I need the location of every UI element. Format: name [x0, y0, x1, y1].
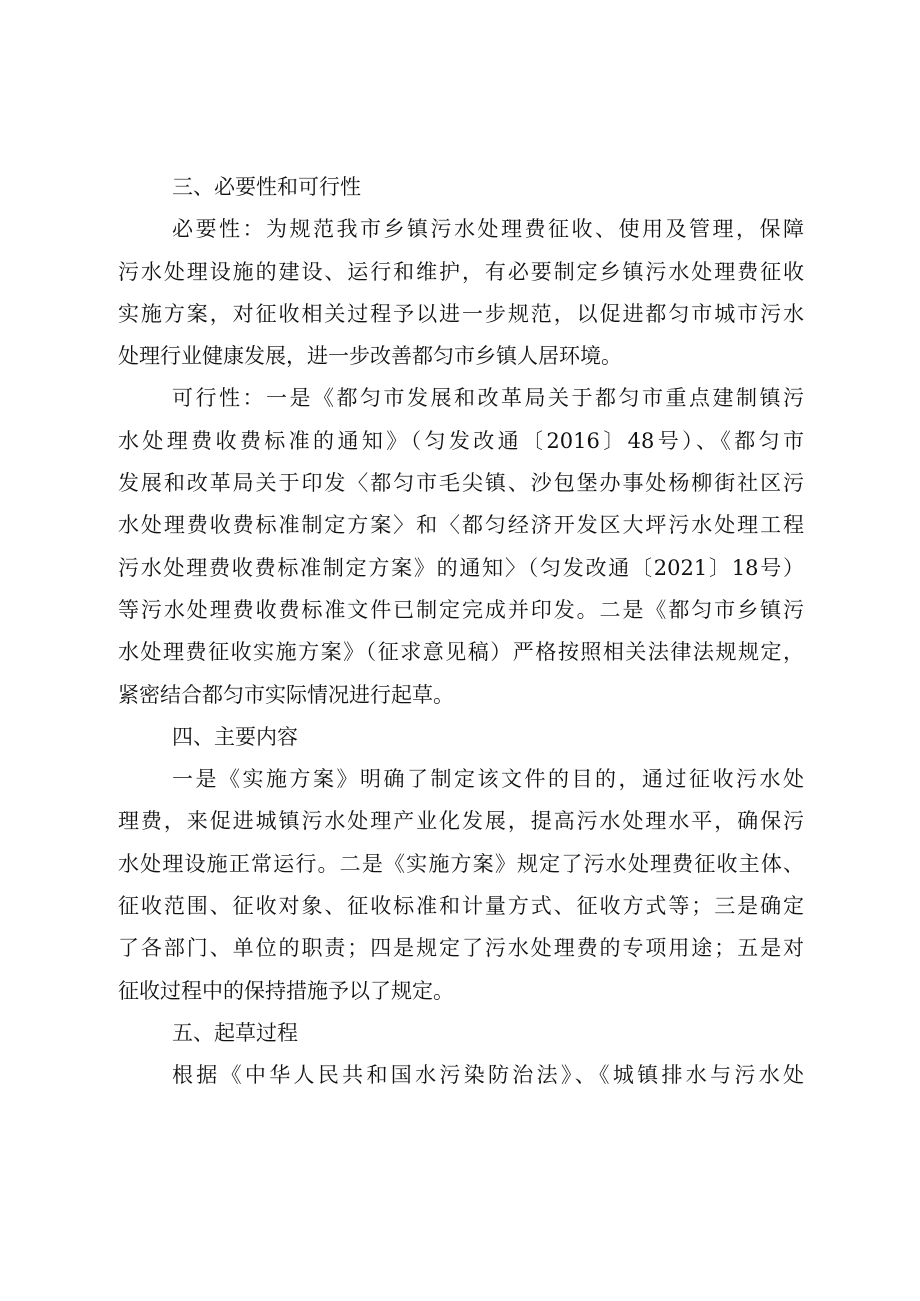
paragraph-line: 一是《实施方案》明确了制定该文件的目的，通过征收污水处: [172, 767, 804, 792]
paragraph-drafting-process: [118, 1054, 804, 1096]
paragraph-necessity: [118, 208, 804, 377]
paragraph-line: 必要性：为规范我市乡镇污水处理费征收、使用及管理，保障: [172, 217, 804, 242]
paragraph-line: 污水处理费收费标准制定方案》的通知〉（匀发改通〔2021〕18号）: [118, 555, 804, 580]
paragraph-line: 紧密结合都匀市实际情况进行起草。: [118, 682, 454, 707]
paragraph-line: 水处理费收费标准制定方案〉和〈都匀经济开发区大坪污水处理工程: [118, 513, 804, 538]
paragraph-main-content: [118, 758, 804, 1012]
section-heading-5: 五、起草过程: [172, 1020, 298, 1045]
paragraph-line: 理费，来促进城镇污水处理产业化发展，提高污水处理水平，确保污: [118, 809, 804, 834]
paragraph-line: 等污水处理费收费标准文件已制定完成并印发。二是《都匀市乡镇污: [118, 597, 804, 622]
paragraph-line: 发展和改革局关于印发〈都匀市毛尖镇、沙包堡办事处杨柳街社区污: [118, 471, 804, 496]
paragraph-feasibility: [118, 377, 804, 715]
paragraph-line: 水处理费收费标准的通知》（匀发改通〔2016〕48号）、《都匀市: [118, 428, 804, 453]
paragraph-line: 根据《中华人民共和国水污染防治法》、《城镇排水与污水处: [172, 1063, 804, 1088]
paragraph-line: 污水处理设施的建设、运行和维护，有必要制定乡镇污水处理费征收: [118, 259, 804, 284]
paragraph-line: 水处理设施正常运行。二是《实施方案》规定了污水处理费征收主体、: [118, 851, 804, 876]
paragraph-line: 征收范围、征收对象、征收标准和计量方式、征收方式等；三是确定: [118, 894, 804, 919]
section-heading-3: 三、必要性和可行性: [172, 175, 361, 199]
paragraph-line: 了各部门、单位的职责；四是规定了污水处理费的专项用途；五是对: [118, 936, 804, 961]
paragraph-line: 征收过程中的保持措施予以了规定。: [118, 978, 454, 1003]
paragraph-line: 可行性：一是《都匀市发展和改革局关于都匀市重点建制镇污: [172, 386, 804, 411]
paragraph-line: 处理行业健康发展，进一步改善都匀市乡镇人居环境。: [118, 344, 622, 369]
section-heading-4: 四、主要内容: [172, 724, 298, 749]
document-body: [118, 166, 804, 1097]
paragraph-line: 水处理费征收实施方案》（征求意见稿）严格按照相关法律法规规定，: [118, 640, 804, 665]
paragraph-line: 实施方案，对征收相关过程予以进一步规范，以促进都匀市城市污水: [118, 301, 804, 326]
